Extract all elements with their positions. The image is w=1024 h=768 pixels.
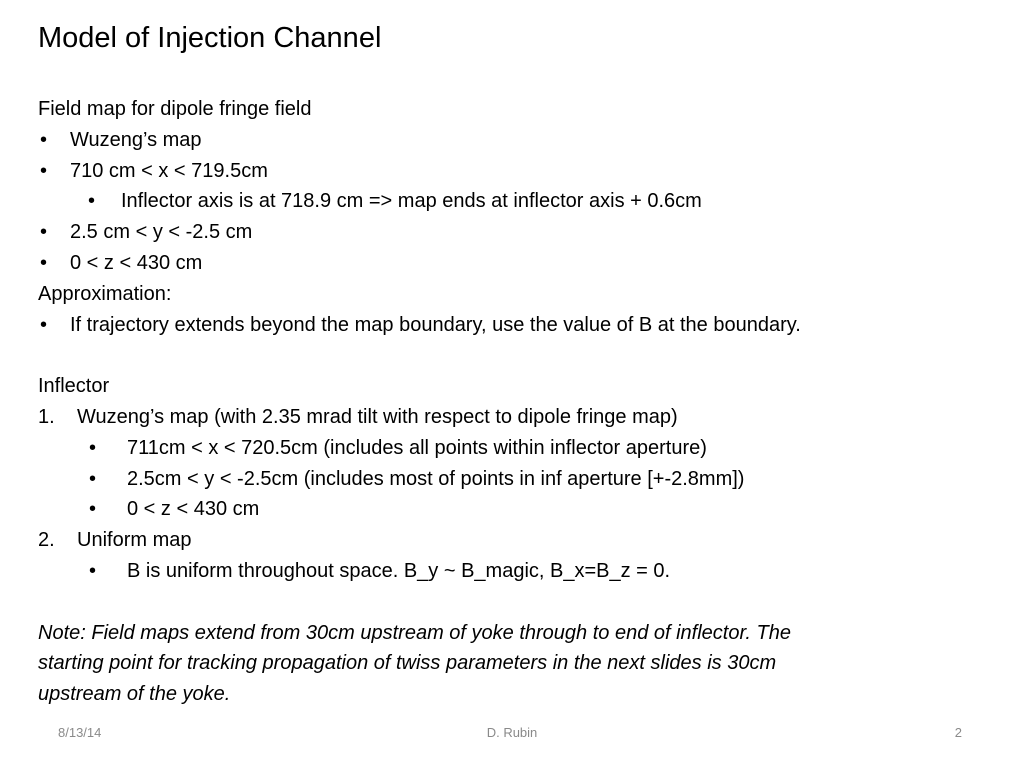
spacer [38, 587, 998, 618]
inflector-sub-bullet-item [38, 556, 998, 587]
fringe-bullet-item [38, 248, 998, 279]
inflector-heading: Inflector [38, 375, 110, 398]
bullet-marker: • [40, 128, 48, 151]
fringe-bullet-item [38, 217, 998, 248]
bullet-text: 2.5 cm < y < -2.5 cm [70, 221, 253, 244]
approximation-heading: Approximation: [38, 282, 172, 305]
approximation-bullet-item [38, 310, 998, 341]
bullet-text: If trajectory extends beyond the map boundary, use the value of B at the boundary. [70, 313, 801, 336]
bullet-text: Inflector axis is at 718.9 cm => map ends at inflector axis + 0.6cm [121, 190, 702, 213]
slide-body [38, 94, 998, 710]
inflector-sub-bullet-item [38, 494, 998, 525]
list-number: 1. [38, 405, 55, 428]
footer-date: 8/13/14 [58, 725, 102, 740]
footer-page-number: 2 [954, 725, 962, 740]
inflector-sub-bullet-item [38, 464, 998, 495]
inflector-numbered-item [38, 402, 998, 433]
bullet-marker: • [40, 251, 48, 274]
note-line: starting point for tracking propagation of twiss parameters in the next slides is 30cm [38, 652, 777, 675]
bullet-marker: • [40, 159, 48, 182]
list-number: 2. [38, 529, 55, 552]
item-text: Wuzeng’s map (with 2.35 mrad tilt with respect to dipole fringe map) [77, 405, 678, 428]
bullet-text: 0 < z < 430 cm [127, 498, 260, 521]
footer-author: D. Rubin [486, 725, 538, 740]
inflector-sub-bullet-item [38, 433, 998, 464]
bullet-text: 0 < z < 430 cm [70, 251, 203, 274]
slide-title: Model of Injection Channel [38, 22, 382, 54]
note-line: upstream of the yoke. [38, 683, 231, 706]
bullet-text: B is uniform throughout space. B_y ~ B_magic, B_x=B_z = 0. [127, 559, 671, 582]
item-text: Uniform map [77, 529, 192, 552]
fringe-bullet-item [38, 125, 998, 156]
spacer [38, 340, 998, 371]
bullet-marker: • [89, 498, 97, 521]
fringe-sub-bullet-item [38, 186, 998, 217]
bullet-text: 2.5cm < y < -2.5cm (includes most of points in inf aperture [+-2.8mm]) [127, 467, 745, 490]
bullet-text: 710 cm < x < 719.5cm [70, 159, 268, 182]
bullet-text: 711cm < x < 720.5cm (includes all points within inflector aperture) [127, 436, 707, 459]
fringe-heading: Field map for dipole fringe field [38, 98, 312, 120]
bullet-marker: • [89, 467, 97, 490]
bullet-marker: • [89, 436, 97, 459]
note-line: Note: Field maps extend from 30cm upstream of yoke through to end of inflector. The [38, 621, 791, 644]
bullet-marker: • [40, 221, 48, 244]
bullet-marker: • [89, 559, 97, 582]
bullet-marker: • [88, 190, 96, 213]
bullet-text: Wuzeng’s map [70, 128, 202, 151]
bullet-marker: • [40, 313, 48, 336]
inflector-numbered-item [38, 525, 998, 556]
fringe-bullet-item [38, 156, 998, 187]
